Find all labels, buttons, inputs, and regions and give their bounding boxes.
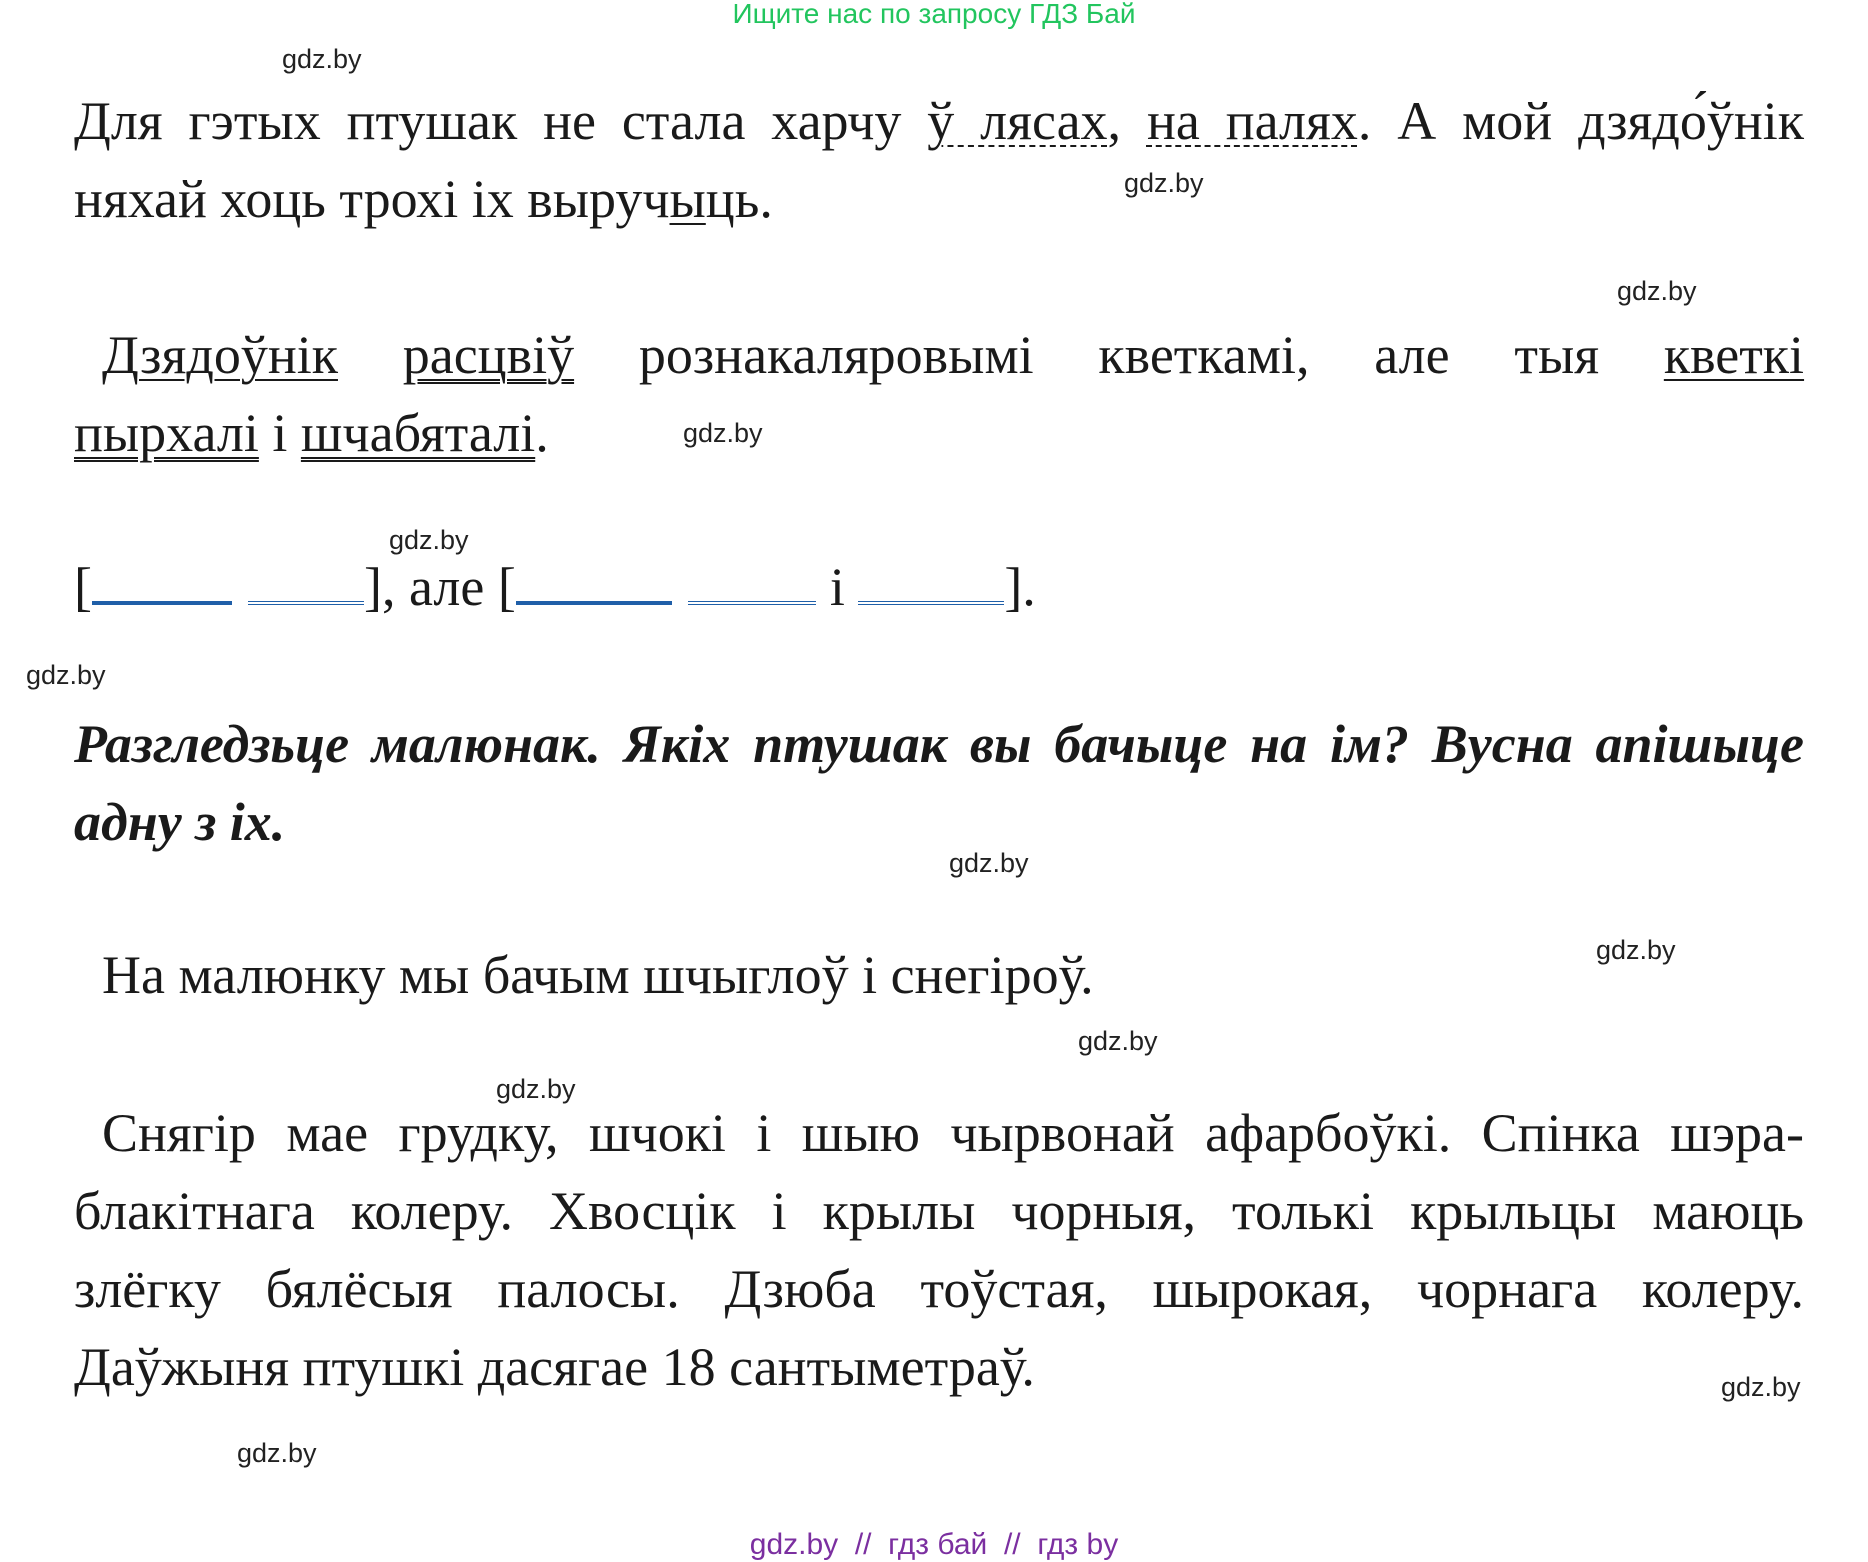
watermark: gdz.by — [1124, 168, 1204, 198]
watermark: gdz.by — [1721, 1372, 1801, 1402]
watermark: gdz.by — [1596, 935, 1676, 965]
watermark: gdz.by — [1617, 276, 1697, 306]
paragraph-1-line-2 — [74, 160, 1804, 238]
highlighted-letter: д — [1652, 91, 1680, 151]
predicate-line — [248, 595, 364, 605]
subject: Дзядоўнік — [102, 325, 338, 385]
task-text: Разгледзьце малюнак. Якіх птушак вы бачыце на ім? Вусна апішыце адну з іх. — [74, 714, 1804, 852]
watermark: gdz.by — [237, 1438, 317, 1468]
text: няхай хоць трохі іх выруч — [74, 169, 670, 229]
sentence-scheme — [74, 548, 1036, 626]
text: тыя — [1514, 325, 1600, 385]
text: . А мой дзя — [1357, 91, 1653, 151]
text: кветкамі, — [1098, 325, 1310, 385]
description-line-2: блакітнага колеру. Хвосцік і крылы чорныя, толькі крыльцы маюць — [74, 1181, 1804, 1241]
text: , — [1107, 91, 1147, 151]
text: рознакаляровымі — [638, 325, 1034, 385]
text: Для гэтых птушак не стала харчу — [74, 91, 928, 151]
text: ўнік — [1706, 91, 1804, 151]
predicate: шчабяталі — [300, 403, 536, 463]
watermark: gdz.by — [1078, 1026, 1158, 1056]
conjunction: ], але [ — [363, 557, 516, 617]
description-line-3: злёгку бялёсыя палосы. Дзюба тоўстая, шырокая, чорнага колеру. — [74, 1259, 1804, 1319]
watermark: gdz.by — [26, 660, 106, 690]
subject-line — [92, 597, 232, 605]
conjunction: і — [829, 557, 845, 617]
watermark: gdz.by — [949, 848, 1029, 878]
text: ць. — [705, 169, 773, 229]
bracket: ]. — [1004, 557, 1036, 617]
watermark: gdz.by — [683, 418, 763, 448]
predicate-line — [688, 595, 816, 605]
text: . — [535, 403, 549, 463]
text: але — [1374, 325, 1450, 385]
paragraph-1-line-1 — [74, 82, 1804, 160]
paragraph-2-line-2 — [74, 394, 1804, 472]
paragraph-2-line-1 — [102, 316, 1804, 394]
watermark: gdz.by — [389, 525, 469, 555]
footer-links: gdz.by // гдз бай // гдз by — [749, 1528, 1119, 1561]
promo-banner: Ищите нас по запросу ГДЗ Бай — [732, 0, 1136, 29]
highlighted-letter: ы — [669, 169, 706, 229]
adverbial-phrase: ў лясах — [927, 91, 1108, 151]
subject: кветкі — [1663, 325, 1805, 385]
bracket: [ — [74, 557, 92, 617]
subject-line — [516, 597, 672, 605]
text: і — [272, 403, 288, 463]
description-line-4: Даўжыня птушкі дасягае 18 сантыметраў. — [74, 1337, 1035, 1397]
predicate: пырхалі — [74, 403, 259, 463]
predicate-line — [858, 595, 1004, 605]
watermark: gdz.by — [496, 1074, 576, 1104]
watermark: gdz.by — [282, 44, 362, 74]
stressed-letter: о́ — [1679, 91, 1707, 151]
description-line-1: Снягір мае грудку, шчокі і шыю чырвонай афарбоўкі. Спінка шэра- — [102, 1103, 1804, 1163]
predicate: расцвіў — [402, 325, 575, 385]
answer-sentence: На малюнку мы бачым шчыглоў і снегіроў. — [102, 945, 1094, 1005]
adverbial-phrase: на палях — [1146, 91, 1358, 151]
